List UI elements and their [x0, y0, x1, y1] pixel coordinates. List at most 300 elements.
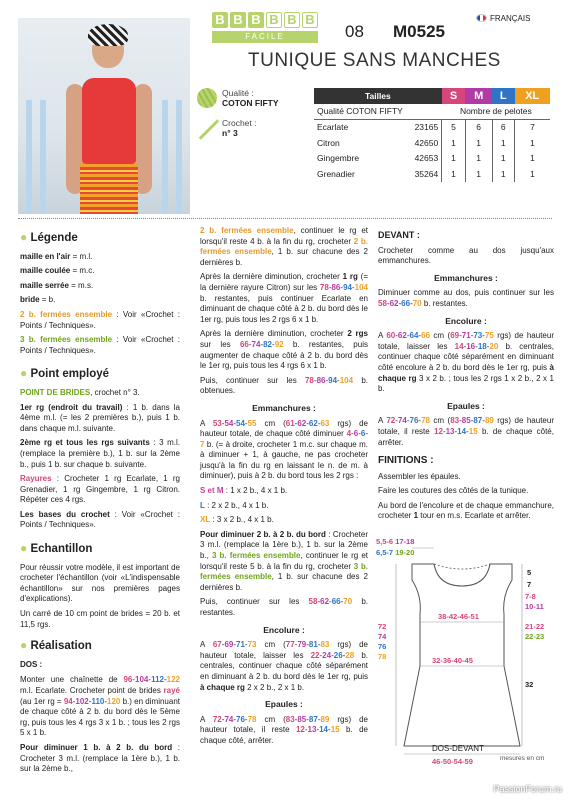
- text: b. centrales, continuer chaque côté séparément en diminuant côté encolure à 2 b. du bord dès le 1er rg, puis: [378, 341, 554, 372]
- schematic-label: DOS-DEVANT: [432, 744, 484, 753]
- fin2: Faire les coutures des côtés de la tunique.: [378, 486, 529, 496]
- size-value: 53: [212, 418, 222, 428]
- size-value: 14: [454, 341, 464, 351]
- hook-label: Crochet :: [222, 118, 257, 128]
- text: (au 1er rg =: [20, 696, 64, 706]
- size-value: 14: [319, 725, 329, 735]
- dim-value: 5,5-6: [376, 537, 394, 546]
- size-value: 70: [343, 597, 353, 607]
- fin3: [378, 501, 554, 522]
- text: : 2 x 2 b., 4 x 1 b.: [204, 500, 269, 510]
- size-value: 62: [389, 298, 399, 308]
- text: 2 rgs: [347, 329, 369, 339]
- size-value: 74: [397, 416, 407, 426]
- stitch-bases: [20, 510, 180, 531]
- size-value: 85: [297, 714, 307, 724]
- size-value: 4: [346, 429, 352, 439]
- dim1-text: [20, 743, 180, 775]
- photo-bg-stripe: [40, 100, 46, 214]
- dim-value: 17-18: [395, 537, 415, 546]
- col2-p2: Après la dernière diminution, crocheter 2 rgs sur les 66-74-82-92 b. restantes, puis augmenter de chaque côté à 2 b. du bord dès le 1er rg, puis tous les 4 rgs 6 x 1 b.: [200, 329, 369, 371]
- legend-def: : Voir «Crochet : Points / Techniques».: [20, 335, 180, 355]
- emmanchures-heading: Emmanchures :: [434, 272, 498, 283]
- table-row: [314, 135, 550, 151]
- text: Puis, continuer sur les: [200, 375, 305, 385]
- row2-term: 2ème rg et tous les rgs suivants: [20, 438, 150, 448]
- size-label: L: [200, 500, 205, 510]
- col2-p3: Puis, continuer sur les 78-86-94-104 b. obtenues.: [200, 375, 368, 396]
- ball-count: 1: [515, 166, 550, 182]
- text: b. centrales, continuer chaque côté séparément en diminuant à 2 b. du bord dès le 1er rg, puis: [200, 650, 368, 681]
- gauge-heading: ● Echantillon: [20, 541, 93, 556]
- text: , 1 b. sur chacune des 2 dernières b.: [200, 247, 368, 267]
- col2-enc: A 67-69-71-73 cm (77-79-81-83 rgs) de hauteur totale, laisser les 22-24-26-28 b. centrales, continuer chaque côté séparément en diminuant à 2 b. du bord dès le 1er rg, puis à chaque rg 2 x 2 b., 2 x 1 b.: [200, 640, 368, 692]
- text: 2 x 2 b., 2 x 1 b.: [244, 682, 305, 692]
- text: Au bord de l'encolure et de chaque emmanchure, crocheter: [378, 500, 554, 521]
- page-title: TUNIQUE SANS MANCHES: [248, 50, 501, 71]
- text: b. restantes, puis augmenter de chaque côté à 2 b. du bord dès le 1er rg, puis tous les 4 rgs 6 x 1 b.: [200, 339, 368, 371]
- stitch-intro-term: POINT DE BRIDES: [20, 387, 91, 397]
- size-value: 83: [285, 714, 295, 724]
- size-value: 24: [322, 650, 332, 660]
- size-value: 76: [236, 714, 245, 724]
- stripes-term: Rayures: [20, 474, 52, 484]
- ball-count: 1: [465, 135, 492, 151]
- legend-item: [20, 335, 180, 356]
- text: b. (= à droite, crocheter 1 m.c. sur chaque m. à diminuer + 1, à gauche, ne pas crocheter jusqu'à la fin du rg en laissant le n. de m. à diminuer), puis à 2 b. du bord tous les 2 rgs :: [200, 439, 368, 481]
- col2-l: [200, 501, 368, 512]
- text: Puis, continuer sur les: [200, 597, 309, 607]
- epaules-heading: Epaules :: [265, 699, 303, 710]
- term: 2 b. fermées ensemble: [200, 226, 294, 235]
- text: cm (: [256, 640, 286, 650]
- dim-value: 10-11: [525, 602, 544, 611]
- size-value: 92: [274, 339, 284, 349]
- size-xl: XL: [515, 88, 550, 104]
- size-value: 82: [263, 339, 273, 349]
- text: Diminuer comme au dos, puis continuer sur les: [378, 288, 554, 298]
- text: : Crocheter 3 m.l. (remplace la 1ère b.), 1 b. sur la 2ème b.,: [200, 529, 368, 561]
- dim-value: 19-20: [395, 548, 415, 557]
- gauge-title: Echantillon: [30, 543, 93, 556]
- legend-term: maille en l'air: [20, 251, 71, 261]
- size-m: M: [465, 88, 492, 104]
- size-value: 110: [91, 696, 105, 706]
- ball-count: 1: [442, 150, 466, 166]
- size-value: 94: [328, 375, 338, 385]
- col2-p4: Puis, continuer sur les 58-62-66-70 b. restantes.: [200, 597, 368, 617]
- size-value: 58: [378, 298, 387, 308]
- term: 2 b. fermées ensemble: [200, 236, 368, 257]
- encolure-heading: Encolure :: [445, 315, 487, 326]
- logo-letter: B: [302, 12, 318, 28]
- stitch-row2: [20, 438, 180, 470]
- col2-sm: [200, 486, 368, 497]
- size-value: 58: [308, 597, 318, 607]
- size-value: 86: [331, 282, 341, 292]
- term: Pour diminuer 2 b. à 2 b. du bord: [200, 529, 326, 539]
- column-left: [20, 226, 180, 779]
- size-value: 60: [386, 331, 396, 341]
- size-value: 71: [461, 331, 471, 341]
- size-value: 78: [304, 375, 314, 385]
- dim-value: 74: [378, 632, 387, 641]
- emmanchures-heading: Emmanchures :: [252, 402, 316, 413]
- row1-def: : 1 b. dans la 4ème m.l. (= les 2 premières b.), puis 1 b. dans chaque m.l. suivante.: [20, 402, 181, 433]
- size-value: 72: [386, 416, 396, 426]
- dim1-def: : Crocheter 3 m.l. (remplace la 1ère b.), 1 b. sur la 2ème b.,: [20, 742, 180, 774]
- waist-measure: 32-36-40-45: [432, 656, 473, 665]
- size-l: L: [492, 88, 514, 104]
- dim-value: 7: [527, 580, 532, 589]
- col3-emm: Diminuer comme au dos, puis continuer sur les 58-62-66-70 b. restantes.: [378, 288, 554, 308]
- yarn-label: Qualité :: [222, 88, 254, 98]
- text: à chaque rg: [200, 682, 245, 692]
- size-value: 69: [450, 331, 460, 341]
- size-value: 66: [331, 597, 341, 607]
- difficulty-label: FACILE: [212, 31, 318, 43]
- ball-count: 6: [465, 119, 492, 135]
- stitch-stripes: [20, 474, 180, 506]
- size-value: 102: [75, 696, 89, 706]
- bases-def: : Voir «Crochet : Points / Techniques».: [20, 509, 180, 530]
- garment-schematic: [372, 534, 552, 774]
- size-s: S: [442, 88, 466, 104]
- ball-count: 1: [492, 135, 514, 151]
- text: : 3 x 2 b., 4 x 1 b.: [210, 515, 274, 525]
- size-value: 55: [247, 418, 257, 428]
- legend-def: = m.s.: [68, 280, 94, 290]
- legend-def: = m.c.: [70, 266, 95, 276]
- stripes-def: : Crocheter 1 rg Ecarlate, 1 rg Grenadier, 1 rg Gingembre, 1 rg Citron. Répéter ces 4 rgs.: [20, 474, 180, 505]
- text: : 1 x 2 b., 4 x 1 b.: [223, 486, 288, 496]
- units-note: mesures en cm: [500, 755, 545, 762]
- text: Monter une chaînette de: [20, 675, 124, 685]
- size-value: 26: [333, 650, 343, 660]
- french-flag-icon: [476, 14, 487, 22]
- size-value: 96: [123, 675, 133, 685]
- legend-item: [20, 252, 180, 263]
- size-value: 78: [421, 416, 430, 426]
- size-value: 15: [330, 725, 340, 735]
- text: m.l. Ecarlate. Crocheter point de brides: [20, 686, 164, 695]
- text: , continuer le rg et lorsqu'il reste 4 b. à la fin du rg, crocheter: [200, 226, 368, 246]
- size-value: 71: [236, 640, 245, 650]
- term: 3 b. fermées ensemble: [200, 561, 368, 582]
- text: rgs) de hauteur totale, laisser les: [200, 640, 368, 660]
- crochet-hook-icon: [199, 119, 220, 140]
- text: A: [200, 714, 213, 724]
- column-right: [378, 226, 554, 526]
- size-value: 14: [457, 426, 467, 436]
- yarn-ball-icon: [197, 88, 217, 108]
- table-row: [314, 166, 550, 182]
- text: rgs) de hauteur totale, il reste: [378, 416, 554, 436]
- table-row: [314, 119, 550, 135]
- ball-count: 1: [492, 166, 514, 182]
- language-label: FRANÇAIS: [490, 14, 531, 23]
- text: 3 x 2 b. ; tous les 2 rgs 1 x 2 b., 2 x 1 b.: [378, 373, 554, 394]
- ball-count: 6: [492, 119, 514, 135]
- legend-term: 2 b. fermées ensemble: [20, 309, 113, 319]
- size-value: 66: [239, 339, 249, 349]
- term: 3 b. fermées ensemble: [212, 551, 301, 561]
- col2-p1: Après la dernière diminution, crocheter 1 rg (= la dernière rayure Citron) sur les 78-86-94-104 b. restantes, puis continuer Ecarlate en diminuant de chaque côté à 2 b. du bord dès le 1er rg, puis tous les 2 rgs 6 x 1 b.: [200, 272, 369, 324]
- size-value: 61: [285, 418, 295, 428]
- size-value: 112: [151, 675, 164, 685]
- text: b. de chaque côté, arrêter.: [200, 725, 369, 745]
- logo-letter: B: [230, 12, 246, 28]
- text: b. obtenues.: [200, 375, 368, 396]
- text: A: [200, 640, 213, 650]
- size-value: 62: [397, 331, 407, 341]
- schematic-outline: [404, 564, 520, 746]
- finitions-heading: FINITIONS :: [378, 455, 434, 467]
- size-value: 74: [224, 714, 234, 724]
- size-value: 78: [247, 714, 257, 724]
- schematic-neck-back: [434, 564, 490, 569]
- text: tour en m.s. Ecarlate et arrêter.: [418, 511, 531, 521]
- section-divider: [18, 218, 552, 219]
- size-value: 62: [320, 597, 330, 607]
- ball-count: 1: [442, 135, 466, 151]
- size-value: 104: [339, 375, 354, 385]
- size-value: 15: [468, 426, 478, 436]
- stitch-title: Point employé: [30, 368, 110, 381]
- legend-title: Légende: [30, 232, 78, 244]
- stitch-row1: [20, 403, 180, 435]
- color-name: Citron: [317, 137, 340, 148]
- size-value: 67: [212, 640, 222, 650]
- text: b. restantes, puis continuer Ecarlate en diminuant de chaque côté à 2 b. du bord dès le 1er rg, puis tous les 2 rgs 6 x 1 b.: [200, 293, 368, 324]
- size-value: 72: [212, 714, 222, 724]
- devant-text: Crocheter comme au dos jusqu'aux emmanchures.: [378, 245, 554, 266]
- dim-label: [376, 537, 414, 546]
- col2-dim2: [200, 530, 368, 594]
- size-value: 104: [354, 282, 368, 292]
- size-value: 76: [409, 416, 419, 426]
- dos-heading: DOS :: [20, 659, 43, 669]
- size-value: 66: [401, 298, 411, 308]
- text: sur les: [200, 339, 240, 349]
- text: 1 rg: [342, 272, 358, 282]
- legend-def: = m.l.: [70, 251, 93, 261]
- encolure-heading: Encolure :: [263, 624, 305, 635]
- size-value: 13: [445, 426, 455, 436]
- ball-count: 1: [515, 150, 550, 166]
- yarn-value: COTON FIFTY: [222, 98, 279, 108]
- balls-label: Nombre de pelotes: [459, 106, 532, 117]
- logo-letter: B: [266, 12, 282, 28]
- photo-bg-stripe: [26, 100, 32, 214]
- ball-count: 1: [442, 166, 466, 182]
- size-value: 78: [319, 282, 329, 292]
- ball-count: 1: [515, 135, 550, 151]
- pattern-number: 08: [345, 22, 364, 41]
- dim-value: 72: [378, 622, 387, 631]
- color-ref: 42650: [414, 137, 439, 148]
- size-value: 74: [251, 339, 261, 349]
- legend-term: maille serrée: [20, 280, 69, 290]
- legend-term: 3 b. fermées ensemble: [20, 335, 113, 345]
- text: rgs) de hauteur totale, de chaque côté diminuer: [200, 418, 368, 439]
- ball-count: 1: [492, 150, 514, 166]
- dim-value: 21-22: [525, 622, 545, 631]
- striped-word: rayé: [163, 686, 180, 695]
- size-value: 69: [224, 640, 234, 650]
- text: cm (: [429, 416, 451, 426]
- dos-text: Monter une chaînette de 96-104-112-122 m.l. Ecarlate. Crocheter point de brides rayé (au 1er rg = 94-102-110-120 b.) en diminuant de chaque côté à 2 b. du bord dès le 5ème rg, puis tous les 4 rgs 3 x 1 b. ; tous les 2 rgs 5 x 1 b.: [20, 675, 180, 738]
- text: , continuer le rg et lorsqu'il reste 5 b. à la fin du rg, crocheter: [200, 551, 368, 571]
- size-value: 7: [200, 439, 205, 449]
- text: cm (: [256, 418, 286, 428]
- gauge-result: Un carré de 10 cm point de brides = 20 b. et 11,5 rgs.: [20, 609, 180, 629]
- ball-count: 5: [442, 119, 466, 135]
- size-value: 77: [285, 640, 295, 650]
- text: b. de chaque côté, arrêter.: [378, 426, 554, 447]
- dim1-term: Pour diminuer 1 b. à 2 b. du bord: [20, 742, 173, 752]
- size-value: 18: [477, 341, 487, 351]
- size-value: 75: [484, 331, 494, 341]
- size-value: 104: [135, 675, 149, 685]
- legend-term: bride: [20, 295, 40, 305]
- schematic-svg: [372, 534, 552, 774]
- color-name: Ecarlate: [317, 122, 349, 133]
- text: 1: [413, 511, 419, 521]
- size-value: 79: [297, 640, 307, 650]
- size-value: 64: [409, 331, 419, 341]
- text: A: [378, 416, 387, 426]
- size-value: 12: [434, 426, 443, 436]
- sizes-table: [314, 88, 550, 182]
- color-name: Gingembre: [317, 153, 360, 164]
- size-value: 6: [353, 429, 359, 439]
- devant-heading: DEVANT :: [378, 230, 420, 240]
- size-value: 122: [166, 675, 180, 685]
- text: Après la dernière diminution, crocheter: [200, 272, 343, 282]
- stitch-intro: [20, 388, 180, 399]
- photo-bg-stripe: [162, 100, 168, 214]
- text: b. restantes.: [200, 597, 368, 617]
- photo-tunic-stripes: [80, 164, 138, 214]
- logo-letter: B: [212, 12, 228, 28]
- color-ref: 35264: [414, 168, 439, 179]
- model-photo: [18, 18, 190, 214]
- row2-def: : 3 m.l. (remplace la première b.), 1 b. sur la 2ème b., puis 1 b. sur chaque b. suivante.: [20, 438, 181, 469]
- dim-value: 32: [525, 680, 534, 689]
- legend-item: [20, 310, 180, 331]
- size-value: 70: [412, 298, 422, 308]
- size-value: 62: [308, 418, 318, 428]
- size-value: 6: [360, 429, 366, 439]
- column-middle: [200, 226, 368, 751]
- size-value: 89: [484, 416, 494, 426]
- size-value: 62: [297, 418, 307, 428]
- logo-letter: B: [248, 12, 264, 28]
- size-value: 28: [345, 650, 355, 660]
- sizes-header: Tailles: [314, 88, 442, 104]
- bottom-measure: 46-50-54-59: [432, 757, 473, 766]
- size-value: 54: [236, 418, 245, 428]
- row1-term: 1er rg (endroit du travail): [20, 402, 123, 412]
- epaules-heading: Epaules :: [447, 400, 485, 411]
- size-value: 73: [247, 640, 257, 650]
- text: cm (: [256, 714, 286, 724]
- legend-heading: ● Légende: [20, 230, 78, 244]
- col2-p0: [200, 226, 368, 268]
- text: rgs) de hauteur totale, il reste: [200, 714, 368, 735]
- size-value: 120: [107, 696, 121, 706]
- fin1: Assembler les épaules.: [378, 471, 461, 481]
- text: b.) en diminuant de chaque côté à 2 b. du bord dès le 5ème rg, puis tous les 4 rgs 3 x 1 b. ; tous les 2 rgs 5 x 1 b.: [20, 696, 180, 738]
- size-value: 85: [461, 416, 471, 426]
- quality-label: Qualité COTON FIFTY: [317, 106, 403, 117]
- size-value: 66: [421, 331, 430, 341]
- legend-def: : Voir «Crochet : Points / Techniques».: [20, 309, 180, 330]
- col2-ep: A 72-74-76-78 cm (83-85-87-89 rgs) de hauteur totale, il reste 12-13-14-15 b. de chaque côté, arrêter.: [200, 714, 369, 745]
- text: , 1 b. sur chacune des 2 dernières b.: [200, 572, 368, 592]
- ball-count: 1: [465, 150, 492, 166]
- chest-measure: 38-42-46-51: [438, 612, 479, 621]
- legend-item: [20, 266, 180, 277]
- size-value: 94: [63, 696, 73, 706]
- size-value: 73: [473, 331, 483, 341]
- color-ref: 42653: [414, 153, 439, 164]
- pattern-code: M0525: [393, 22, 445, 41]
- col2-emm: A 53-54-54-55 cm (61-62-62-63 rgs) de hauteur totale, de chaque côté diminuer 4-6-6-7 b. (= à droite, crocheter 1 m.c. sur chaque m. à diminuer + 1, à gauche, ne pas crocheter jusqu'à la fin du rg en laissant le n. de m. à diminuer), puis à 2 b. du bord tous les 2 rgs :: [200, 418, 368, 481]
- size-value: 89: [320, 714, 330, 724]
- text: A: [200, 418, 213, 428]
- realisation-heading: ● Réalisation: [20, 638, 92, 653]
- size-value: 83: [320, 640, 330, 650]
- size-value: 86: [316, 375, 326, 385]
- ball-count: 7: [515, 119, 550, 135]
- size-value: 63: [320, 418, 330, 428]
- dim-value: 76: [378, 642, 387, 651]
- stitch-heading: ● Point employé: [20, 366, 110, 381]
- stitch-intro-def: , crochet n° 3.: [90, 387, 140, 397]
- photo-bg-stripe: [176, 100, 182, 214]
- logo-letter: B: [284, 12, 300, 28]
- size-value: 87: [308, 714, 318, 724]
- size-value: 16: [466, 341, 476, 351]
- text: rgs) de hauteur totale, laisser les: [378, 331, 554, 351]
- dim-value: 5: [527, 568, 532, 577]
- text: A: [378, 331, 387, 341]
- photo-scarf: [88, 24, 128, 46]
- photo-tunic-top: [82, 78, 136, 164]
- col3-enc: A 60-62-64-66 cm (69-71-73-75 rgs) de hauteur totale, laisser les 14-16-18-20 b. centrales, continuer chaque côté séparément en diminuant côté encolure à 2 b. du bord dès le 1er rg, puis à chaque rg 3 x 2 b. ; tous les 2 rgs 1 x 2 b., 2 x 1 b.: [378, 331, 554, 394]
- gauge-text: Pour réussir votre modèle, il est important de crocheter l'échantillon (voir «L'indispensable échantillon» sur nos premières pages d'explications).: [20, 562, 180, 604]
- legend-term: maille coulée: [20, 266, 71, 276]
- ball-count: 1: [465, 166, 492, 182]
- size-value: 54: [224, 418, 234, 428]
- size-value: 94: [343, 282, 352, 292]
- legend-def: = b.: [39, 295, 56, 305]
- size-value: 13: [307, 725, 317, 735]
- text: à chaque rg: [378, 362, 554, 383]
- size-value: 22: [310, 650, 320, 660]
- text: Après la dernière diminution, crocheter: [200, 329, 348, 339]
- dim-label: [376, 548, 414, 557]
- size-value: 20: [489, 341, 499, 351]
- realisation-title: Réalisation: [30, 640, 92, 653]
- color-ref: 23165: [414, 122, 439, 133]
- bases-term: Les bases du crochet: [20, 509, 110, 519]
- col3-ep: A 72-74-76-78 cm (83-85-87-89 rgs) de hauteur totale, il reste 12-13-14-15 b. de chaque côté, arrêter.: [378, 416, 554, 447]
- legend-item: [20, 281, 180, 292]
- text: cm (: [429, 331, 451, 341]
